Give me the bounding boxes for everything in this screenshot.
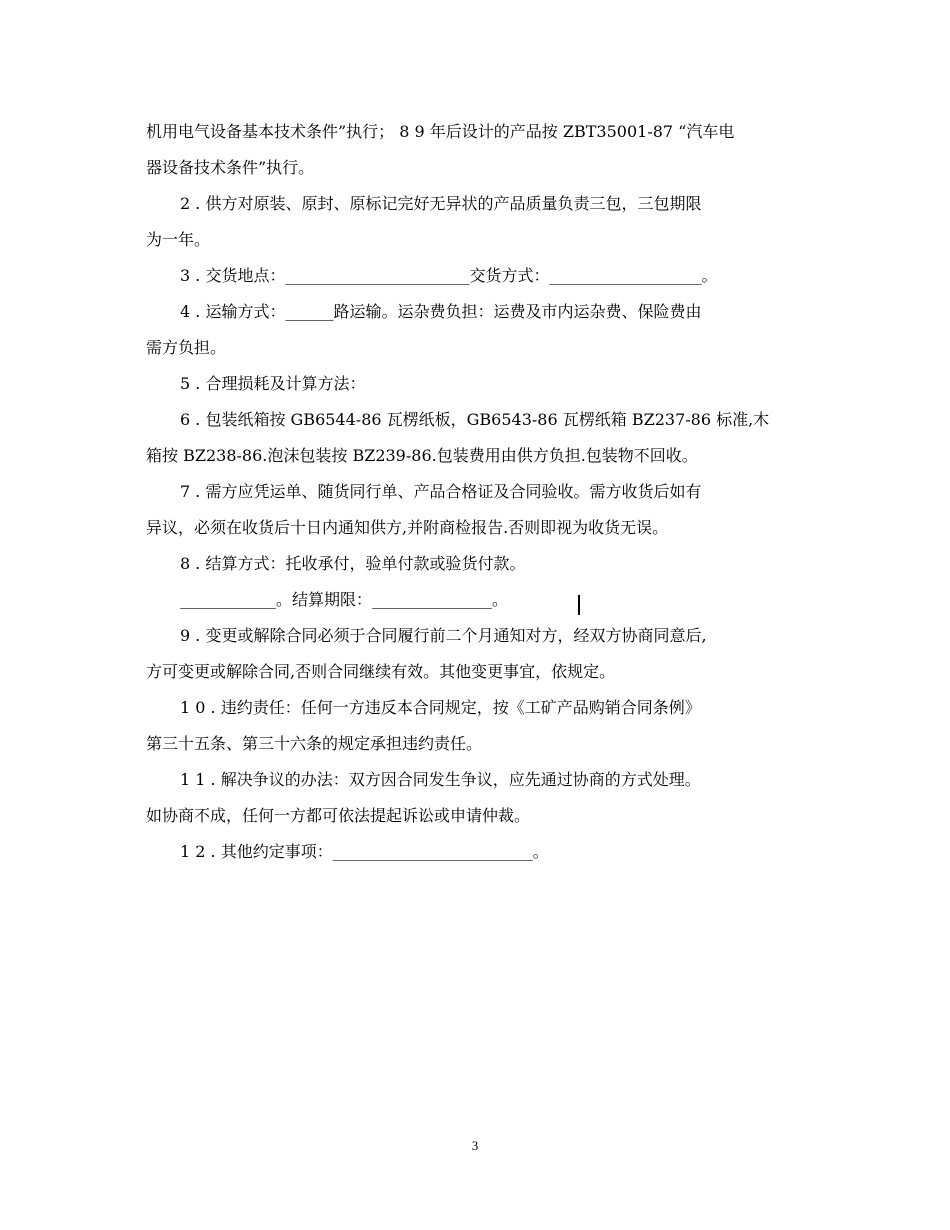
page-number: 3 [471,1138,479,1153]
clause-9-line: 9 . 变更或解除合同必须于合同履行前二个月通知对方，经双方协商同意后, [180,626,707,645]
text-line: 如协商不成，任何一方都可依法提起诉讼或申请仲裁。 [146,806,531,825]
text-line: 方可变更或解除合同,否则合同继续有效。其他变更事宜，依规定。 [146,662,616,681]
text-line: 为一年。 [146,230,211,249]
text-line: 需方负担。 [146,338,227,357]
clause-10-line: 1 0 . 违约责任：任何一方违反本合同规定，按《工矿产品购销合同条例》 [180,698,701,717]
text-line: 异议，必须在收货后十日内通知供方,并附商检报告.否则即视为收货无误。 [146,518,669,537]
text-cursor [578,595,580,615]
text-line: 第三十五条、第三十六条的规定承担违约责任。 [146,734,483,753]
text-line: 箱按 BZ238-86.泡沫包装按 BZ239-86.包装费用由供方负担.包装物不回收。 [146,446,698,465]
clause-4-line: 4 . 运输方式：______路运输。运杂费负担：运费及市内运杂费、保险费由 [180,302,702,321]
text-line: 器设备技术条件”执行。 [146,158,315,177]
clause-8-line: 8 . 结算方式：托收承付，验单付款或验货付款。 [180,554,526,573]
text-line: 机用电气设备基本技术条件”执行； 8 9 年后设计的产品按 ZBT35001-87 “汽车电 [146,122,735,141]
clause-3-line: 3 . 交货地点：_______________________交货方式：___________________。 [180,266,718,285]
clause-5-line: 5 . 合理损耗及计算方法： [180,374,366,393]
clause-6-line: 6 . 包装纸箱按 GB6544-86 瓦楞纸板，GB6543-86 瓦楞纸箱 BZ237-86 标准,木 [180,410,770,429]
settlement-blank-line: ____________。结算期限：_______________。 [180,590,509,609]
clause-11-line: 1 1 . 解决争议的办法：双方因合同发生争议，应先通过协商的方式处理。 [180,770,701,789]
clause-7-line: 7 . 需方应凭运单、随货同行单、产品合格证及合同验收。需方收货后如有 [180,482,702,501]
document-body [146,114,810,870]
clause-12-line: 1 2 . 其他约定事项：_________________________。 [180,842,549,861]
clause-2-line: 2 . 供方对原装、原封、原标记完好无异状的产品质量负责三包，三包期限 [180,194,702,213]
